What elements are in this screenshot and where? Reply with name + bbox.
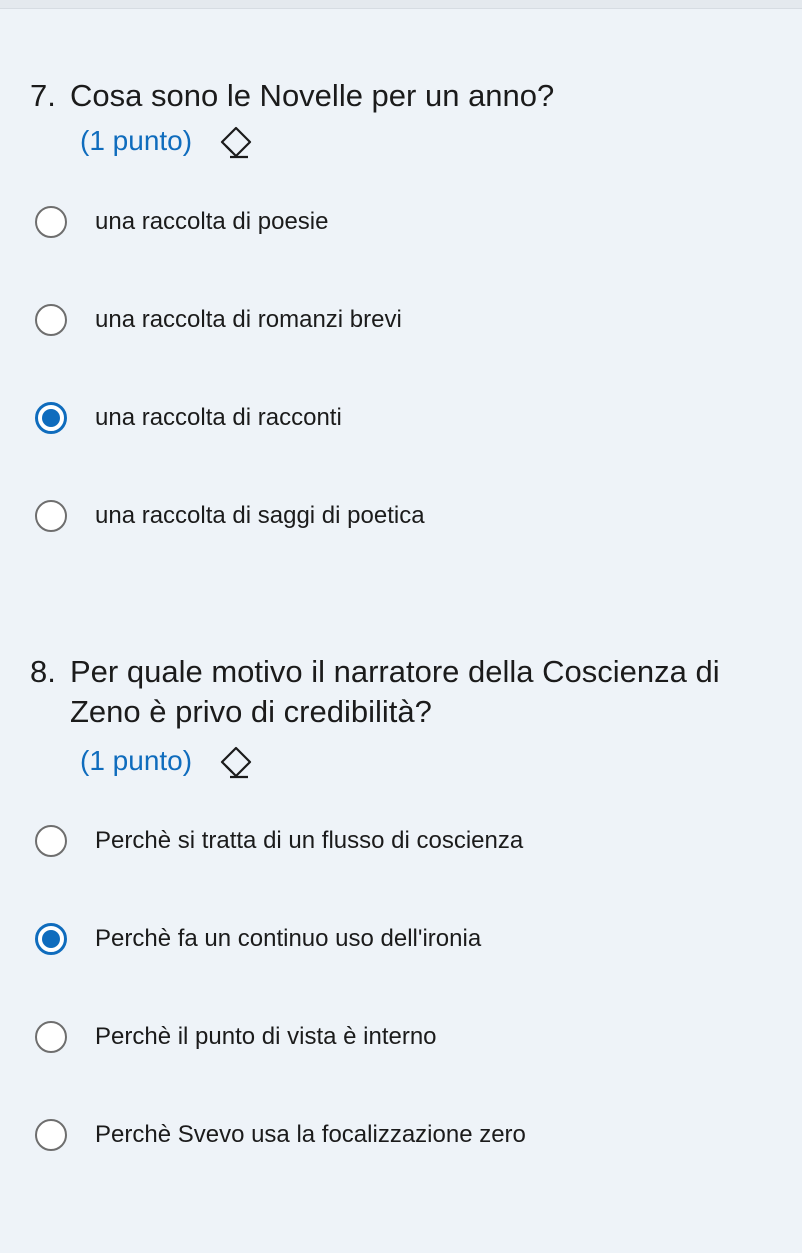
option-radio[interactable]: [35, 300, 402, 340]
question-number: 7.: [30, 78, 56, 113]
radio-button[interactable]: [35, 1119, 67, 1151]
radio-button[interactable]: [35, 1021, 67, 1053]
eraser-icon[interactable]: [218, 742, 256, 780]
option-radio[interactable]: [35, 1017, 437, 1057]
option-label: una raccolta di racconti: [95, 404, 342, 431]
points-row: [80, 122, 256, 160]
option-radio[interactable]: [35, 202, 328, 242]
option-radio-selected[interactable]: [35, 919, 481, 959]
question-title: [30, 76, 554, 116]
eraser-icon[interactable]: [218, 122, 256, 160]
radio-button-selected[interactable]: [35, 402, 67, 434]
question-title: [30, 652, 790, 732]
option-radio[interactable]: [35, 496, 425, 536]
radio-button[interactable]: [35, 825, 67, 857]
radio-button[interactable]: [35, 304, 67, 336]
radio-button-selected[interactable]: [35, 923, 67, 955]
radio-button[interactable]: [35, 500, 67, 532]
option-radio-selected[interactable]: [35, 398, 342, 438]
option-radio[interactable]: [35, 1115, 526, 1155]
question-number: 8.: [30, 654, 56, 689]
option-label: Perchè il punto di vista è interno: [95, 1023, 437, 1050]
points-label: (1 punto): [80, 745, 193, 776]
points-label: (1 punto): [80, 125, 193, 156]
radio-button[interactable]: [35, 206, 67, 238]
points-row: [80, 742, 256, 780]
question-text: Per quale motivo il narratore della Coscienza di Zeno è privo di credibilità?: [70, 654, 720, 729]
option-label: una raccolta di poesie: [95, 208, 329, 235]
option-label: una raccolta di saggi di poetica: [95, 502, 425, 529]
option-label: Perchè Svevo usa la focalizzazione zero: [95, 1121, 526, 1148]
option-radio[interactable]: [35, 821, 523, 861]
question-text: Cosa sono le Novelle per un anno?: [70, 78, 555, 113]
option-label: Perchè fa un continuo uso dell'ironia: [95, 925, 482, 952]
option-label: Perchè si tratta di un flusso di coscienza: [95, 827, 524, 854]
option-label: una raccolta di romanzi brevi: [95, 306, 402, 333]
top-divider: [0, 0, 802, 9]
